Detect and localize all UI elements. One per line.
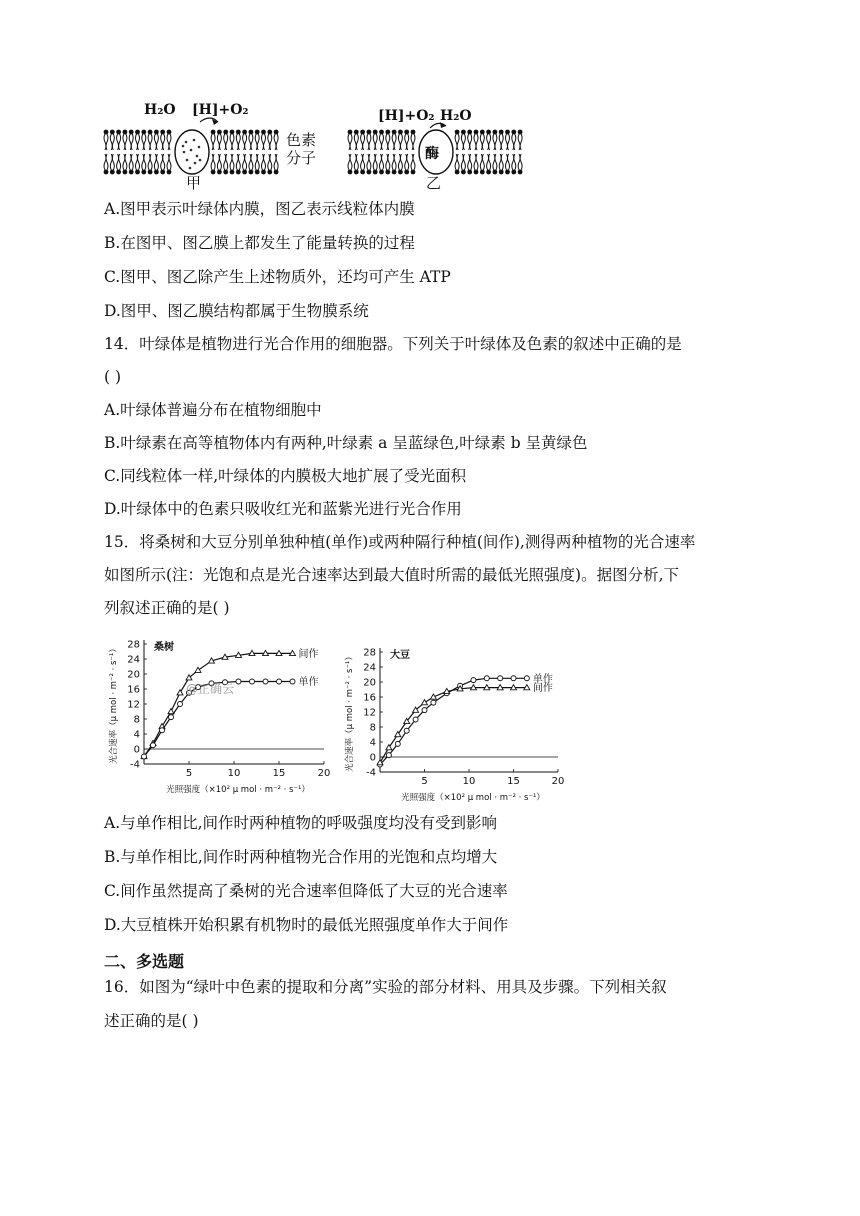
q13-option-a: A.图甲表示叶绿体内膜，图乙表示线粒体内膜: [104, 200, 415, 218]
q15-stem-line3: 列叙述正确的是( ): [104, 599, 230, 617]
membrane-left-label-h-o2: [H]+O₂: [192, 102, 249, 118]
y-tick-label: -4: [366, 767, 376, 779]
q15-stem-line1: 15．将桑树和大豆分别单独种植(单作)或两种隔行种植(间作),测得两种植物的光合速率: [104, 533, 696, 551]
x-tick-label: 5: [421, 776, 428, 787]
series-label: 间作: [298, 648, 319, 660]
y-tick-label: 20: [363, 677, 376, 689]
y-axis-label: 光合速率（μ mol · m⁻² · s⁻¹）: [345, 652, 355, 772]
data-point: [511, 676, 516, 681]
series-line-单作: [380, 678, 527, 764]
data-point: [524, 676, 529, 681]
q15-stem-line2: 如图所示(注：光饱和点是光合速率达到最大值时所需的最低光照强度)。据图分析,下: [104, 566, 680, 584]
y-tick-label: 0: [133, 744, 140, 756]
series-label: 单作: [532, 673, 553, 685]
chart-title: 桑树: [154, 642, 174, 653]
data-point: [178, 702, 183, 707]
q14-option-d: D.叶绿体中的色素只吸收红光和蓝紫光进行光合作用: [104, 500, 462, 518]
data-point: [195, 667, 201, 672]
q14-option-b: B.叶绿素在高等植物体内有两种,叶绿素 a 呈蓝绿色,叶绿素 b 呈黄绿色: [104, 434, 588, 452]
membrane-left-label-h2o: H₂O: [144, 102, 176, 118]
y-tick-label: -4: [130, 759, 140, 771]
chart-sangshu: [104, 632, 336, 802]
y-tick-label: 8: [369, 722, 376, 734]
data-point: [168, 709, 174, 714]
membrane-figure: [100, 100, 540, 192]
data-point: [386, 753, 391, 758]
data-point: [263, 679, 268, 684]
x-axis-label: 光照强度（×10² μ mol · m⁻² · s⁻¹）: [166, 785, 310, 795]
q15-option-b: B.与单作相比,间作时两种植物光合作用的光饱和点均增大: [104, 848, 498, 866]
y-tick-label: 28: [127, 639, 140, 651]
membrane-right: [348, 108, 523, 192]
y-tick-label: 4: [369, 737, 376, 749]
x-tick-label: 10: [227, 768, 241, 779]
x-tick-label: 15: [507, 776, 520, 787]
q13-option-d: D.图甲、图乙膜结构都属于生物膜系统: [104, 302, 369, 320]
q14-option-a: A.叶绿体普遍分布在植物细胞中: [104, 401, 322, 419]
data-point: [277, 679, 282, 684]
membrane-left-caption: 甲: [186, 174, 202, 192]
q13-option-c: C.图甲、图乙除产生上述物质外，还均可产生 ATP: [104, 268, 451, 286]
q16-stem-line1: 16．如图为“绿叶中色素的提取和分离”实验的部分材料、用具及步骤。下列相关叙: [104, 978, 667, 996]
data-point: [422, 708, 427, 713]
chart-dadou: [340, 640, 570, 802]
q16-stem-line2: 述正确的是( ): [104, 1012, 199, 1030]
membrane-right-label-h2o: H₂O: [440, 108, 472, 124]
data-point: [484, 676, 489, 681]
series-line-间作: [380, 688, 527, 763]
y-tick-label: 4: [133, 729, 140, 741]
chart-title: 大豆: [390, 650, 410, 661]
q15-option-a: A.与单作相比,间作时两种植物的呼吸强度均没有受到影响: [104, 814, 498, 832]
q14-stem-line2: ( ): [104, 368, 122, 386]
membrane-left: [104, 102, 316, 192]
y-tick-label: 28: [363, 647, 376, 659]
y-tick-label: 16: [127, 684, 140, 696]
data-point: [177, 690, 183, 695]
series-label: 单作: [298, 677, 319, 688]
data-point: [236, 679, 241, 684]
x-tick-label: 10: [462, 776, 476, 787]
y-tick-label: 16: [363, 692, 376, 704]
y-tick-label: 24: [363, 662, 376, 674]
membrane-left-label-molecule: 分子: [286, 149, 317, 167]
y-tick-label: 0: [369, 752, 376, 764]
data-point: [404, 728, 409, 733]
y-tick-label: 12: [127, 699, 140, 711]
data-point: [498, 676, 503, 681]
data-point: [422, 700, 428, 705]
series-line-间作: [144, 653, 293, 756]
q14-stem-line1: 14．叶绿体是植物进行光合作用的细胞器。下列关于叶绿体及色素的叙述中正确的是: [104, 335, 682, 353]
membrane-right-label-enzyme: 酶: [425, 146, 439, 162]
data-point: [151, 743, 156, 748]
data-point: [169, 715, 174, 720]
q14-option-c: C.同线粒体一样,叶绿体的内膜极大地扩展了受光面积: [104, 467, 467, 485]
y-tick-label: 24: [127, 654, 140, 666]
x-tick-label: 20: [317, 768, 331, 779]
data-point: [142, 754, 147, 759]
data-point: [160, 728, 165, 733]
data-point: [431, 700, 436, 705]
q15-option-c: C.间作虽然提高了桑树的光合速率但降低了大豆的光合速率: [104, 882, 508, 900]
x-tick-label: 5: [185, 768, 193, 779]
data-point: [413, 717, 418, 722]
y-tick-label: 12: [363, 707, 376, 719]
q15-option-d: D.大豆植株开始积累有机物时的最低光照强度单作大于间作: [104, 916, 509, 934]
section-2-title: 二、多选题: [104, 952, 185, 971]
x-tick-label: 20: [551, 776, 565, 787]
series-label: 间作: [532, 683, 553, 695]
data-point: [471, 678, 476, 683]
x-axis-label: 光照强度（×10² μ mol · m⁻² · s⁻¹）: [401, 793, 545, 802]
data-point: [250, 679, 255, 684]
x-tick-label: 15: [272, 768, 286, 779]
membrane-left-label-pigment: 色素: [286, 131, 317, 149]
data-point: [395, 741, 400, 746]
y-axis-label: 光合速率（μ mol · m⁻² · s⁻¹）: [109, 644, 119, 764]
q13-option-b: B.在图甲、图乙膜上都发生了能量转换的过程: [104, 234, 415, 252]
watermark: @正确云: [186, 682, 235, 696]
y-tick-label: 8: [133, 714, 140, 726]
membrane-right-label-h-o2: [H]+O₂: [378, 108, 435, 124]
data-point: [290, 679, 295, 684]
y-tick-label: 20: [127, 669, 140, 681]
membrane-right-caption: 乙: [426, 174, 442, 192]
